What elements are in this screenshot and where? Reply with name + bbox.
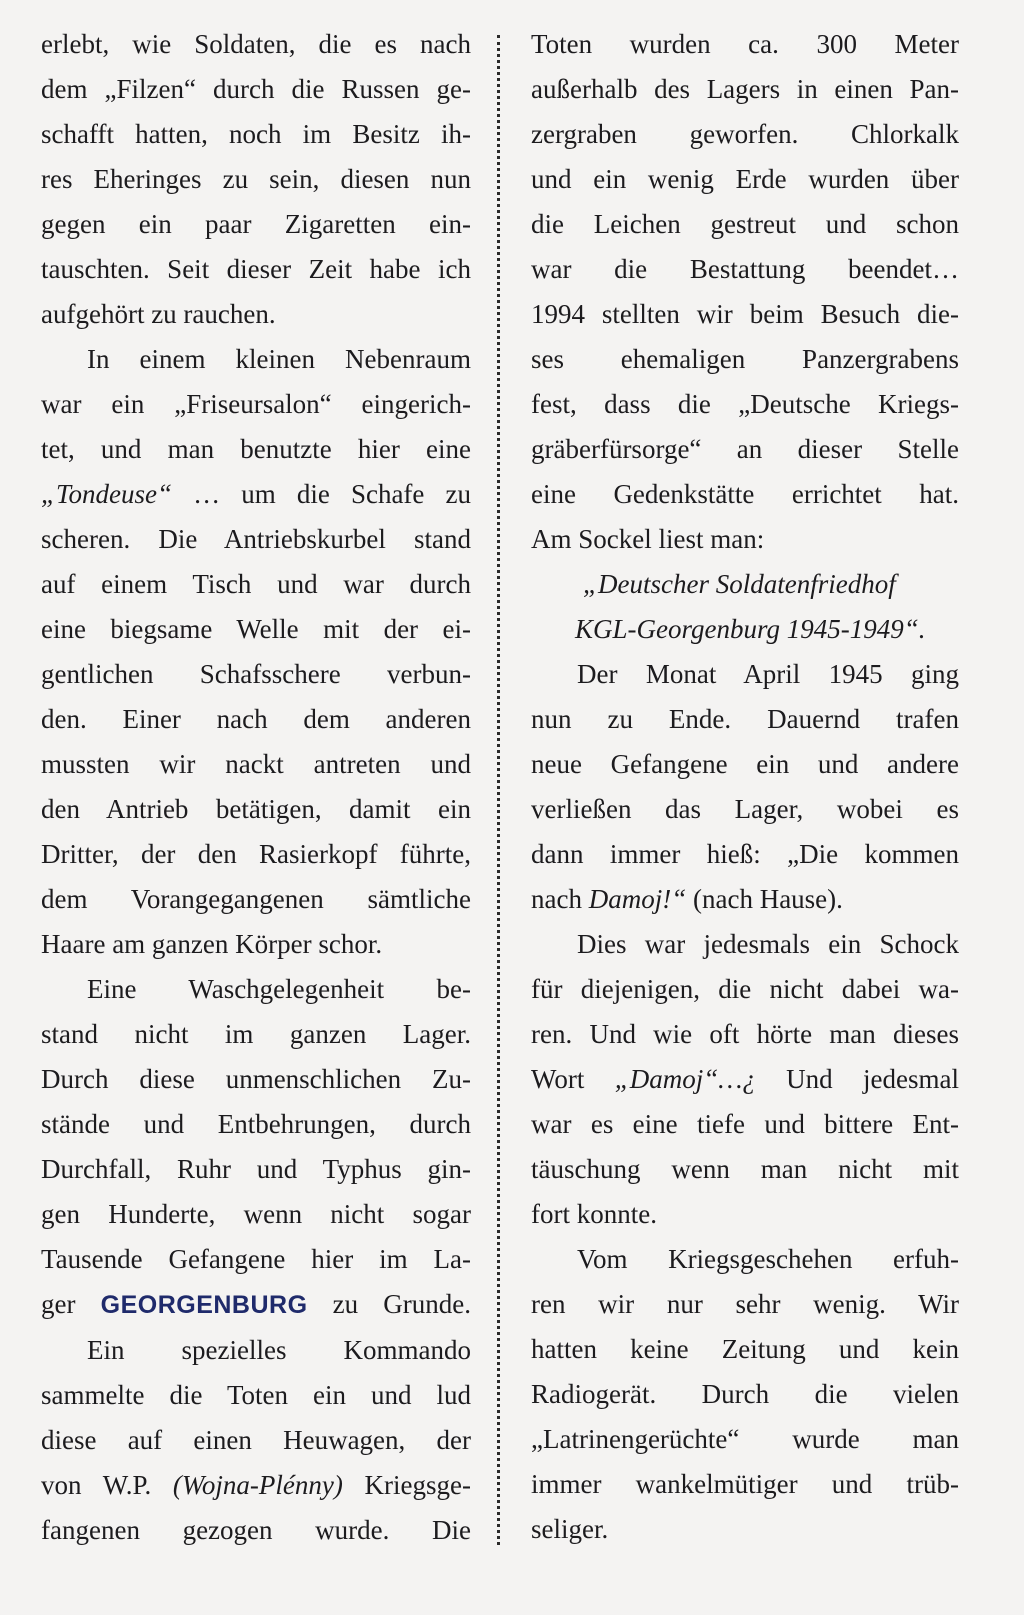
text-line: aufgehört zu rauchen. xyxy=(41,299,276,329)
text-line: gen Hunderte, wenn nicht sogar xyxy=(41,1199,471,1229)
text-line: Ein spezielles Kommando xyxy=(87,1335,471,1365)
text-line: gegen ein paar Zigaretten ein- xyxy=(41,209,471,239)
text-line: Durch diese unmenschlichen Zu- xyxy=(41,1064,471,1094)
text-line: ren wir nur sehr wenig. Wir xyxy=(531,1289,959,1319)
italic-term: „Tondeuse“ xyxy=(41,479,173,509)
text-line: stand nicht im ganzen Lager. xyxy=(41,1019,471,1049)
text-line: täuschung wenn man nicht mit xyxy=(531,1154,959,1184)
text-line: fest, dass die „Deutsche Kriegs- xyxy=(531,389,959,419)
text-line: verließen das Lager, wobei es xyxy=(531,794,959,824)
text-fragment: … um die Schafe zu xyxy=(193,479,471,509)
text-line: diese auf einen Heuwagen, der xyxy=(41,1425,471,1455)
text-line: Haare am ganzen Körper schor. xyxy=(41,929,383,959)
text-line: ren. Und wie oft hörte man dieses xyxy=(531,1019,959,1049)
text-fragment: nach xyxy=(531,884,582,914)
text-line: res Eheringes zu sein, diesen nun xyxy=(41,164,471,194)
column-divider xyxy=(497,35,500,1545)
text-line: außerhalb des Lagers in einen Pan- xyxy=(531,74,959,104)
text-line: erlebt, wie Soldaten, die es nach xyxy=(41,29,471,59)
text-fragment: zu Grunde. xyxy=(332,1289,472,1319)
text-fragment: ger xyxy=(41,1289,76,1319)
left-column xyxy=(41,22,471,1553)
inscription-line: „Deutscher Soldatenfriedhof xyxy=(583,569,896,599)
text-line: den Antrieb betätigen, damit ein xyxy=(41,794,471,824)
text-line: Dritter, der den Rasierkopf führte, xyxy=(41,839,471,869)
text-line: immer wankelmütiger und trüb- xyxy=(531,1469,959,1499)
italic-term: „Damoj“…¿ xyxy=(614,1064,756,1094)
text-line: tauschten. Seit dieser Zeit habe ich xyxy=(41,254,471,284)
text-line: stände und Entbehrungen, durch xyxy=(41,1109,471,1139)
text-line: Toten wurden ca. 300 Meter xyxy=(531,29,959,59)
text-line: dann immer hieß: „Die kommen xyxy=(531,839,959,869)
text-line: war die Bestattung beendet… xyxy=(531,254,959,284)
text-line: Der Monat April 1945 ging xyxy=(577,659,959,689)
text-line: sammelte die Toten ein und lud xyxy=(41,1380,471,1410)
text-line: für diejenigen, die nicht dabei wa- xyxy=(531,974,959,1004)
text-line: fangenen gezogen wurde. Die xyxy=(41,1515,471,1545)
text-fragment: von W.P. xyxy=(41,1470,152,1500)
text-line: gräberfürsorge“ an dieser Stelle xyxy=(531,434,959,464)
text-line: war ein „Friseursalon“ eingerich- xyxy=(41,389,471,419)
text-line: neue Gefangene ein und andere xyxy=(531,749,959,779)
text-line: den. Einer nach dem anderen xyxy=(41,704,471,734)
text-fragment: Kriegsge- xyxy=(364,1470,472,1500)
text-line: In einem kleinen Nebenraum xyxy=(87,344,471,374)
text-line: Vom Kriegsgeschehen erfuh- xyxy=(577,1244,959,1274)
text-line: 1994 stellten wir beim Besuch die- xyxy=(531,299,959,329)
text-fragment: (nach Hause). xyxy=(692,884,843,914)
text-line: auf einem Tisch und war durch xyxy=(41,569,471,599)
georgenburg-highlight: GEORGENBURG xyxy=(100,1291,308,1319)
text-line: und ein wenig Erde wurden über xyxy=(531,164,959,194)
italic-term: (Wojna-Plénny) xyxy=(172,1470,343,1500)
text-line: eine biegsame Welle mit der ei- xyxy=(41,614,471,644)
text-line: dem „Filzen“ durch die Russen ge- xyxy=(41,74,471,104)
text-line: „Latrinengerüchte“ wurde man xyxy=(531,1424,959,1454)
text-line: Am Sockel liest man: xyxy=(531,524,765,554)
text-line: Tausende Gefangene hier im La- xyxy=(41,1244,471,1274)
text-line xyxy=(531,877,959,922)
text-line: Eine Waschgelegenheit be- xyxy=(87,974,471,1004)
text-line: Durchfall, Ruhr und Typhus gin- xyxy=(41,1154,471,1184)
text-fragment: Wort xyxy=(531,1064,585,1094)
text-line: fort konnte. xyxy=(531,1199,657,1229)
right-column xyxy=(531,22,959,1552)
text-line: gentlichen Schafsschere verbun- xyxy=(41,659,471,689)
text-line xyxy=(531,1057,959,1102)
text-fragment: Und jedesmal xyxy=(786,1064,960,1094)
text-line: tet, und man benutzte hier eine xyxy=(41,434,471,464)
text-line xyxy=(41,1282,471,1328)
text-line: hatten keine Zeitung und kein xyxy=(531,1334,959,1364)
text-line: Dies war jedesmals ein Schock xyxy=(577,929,959,959)
text-line: ses ehemaligen Panzergrabens xyxy=(531,344,959,374)
text-line: eine Gedenkstätte errichtet hat. xyxy=(531,479,959,509)
text-line: nun zu Ende. Dauernd trafen xyxy=(531,704,959,734)
text-line: Radiogerät. Durch die vielen xyxy=(531,1379,959,1409)
text-line: scheren. Die Antriebskurbel stand xyxy=(41,524,471,554)
italic-term: Damoj!“ xyxy=(588,884,687,914)
text-line: seliger. xyxy=(531,1514,609,1544)
text-line xyxy=(41,472,471,517)
text-line: dem Vorangegangenen sämtliche xyxy=(41,884,471,914)
text-line: war es eine tiefe und bittere Ent- xyxy=(531,1109,959,1139)
text-line: zergraben geworfen. Chlorkalk xyxy=(531,119,959,149)
text-line: mussten wir nackt antreten und xyxy=(41,749,471,779)
text-line xyxy=(41,1463,471,1508)
text-line: die Leichen gestreut und schon xyxy=(531,209,959,239)
inscription-line: KGL-Georgenburg 1945-1949“. xyxy=(575,614,926,644)
text-line: schafft hatten, noch im Besitz ih- xyxy=(41,119,471,149)
